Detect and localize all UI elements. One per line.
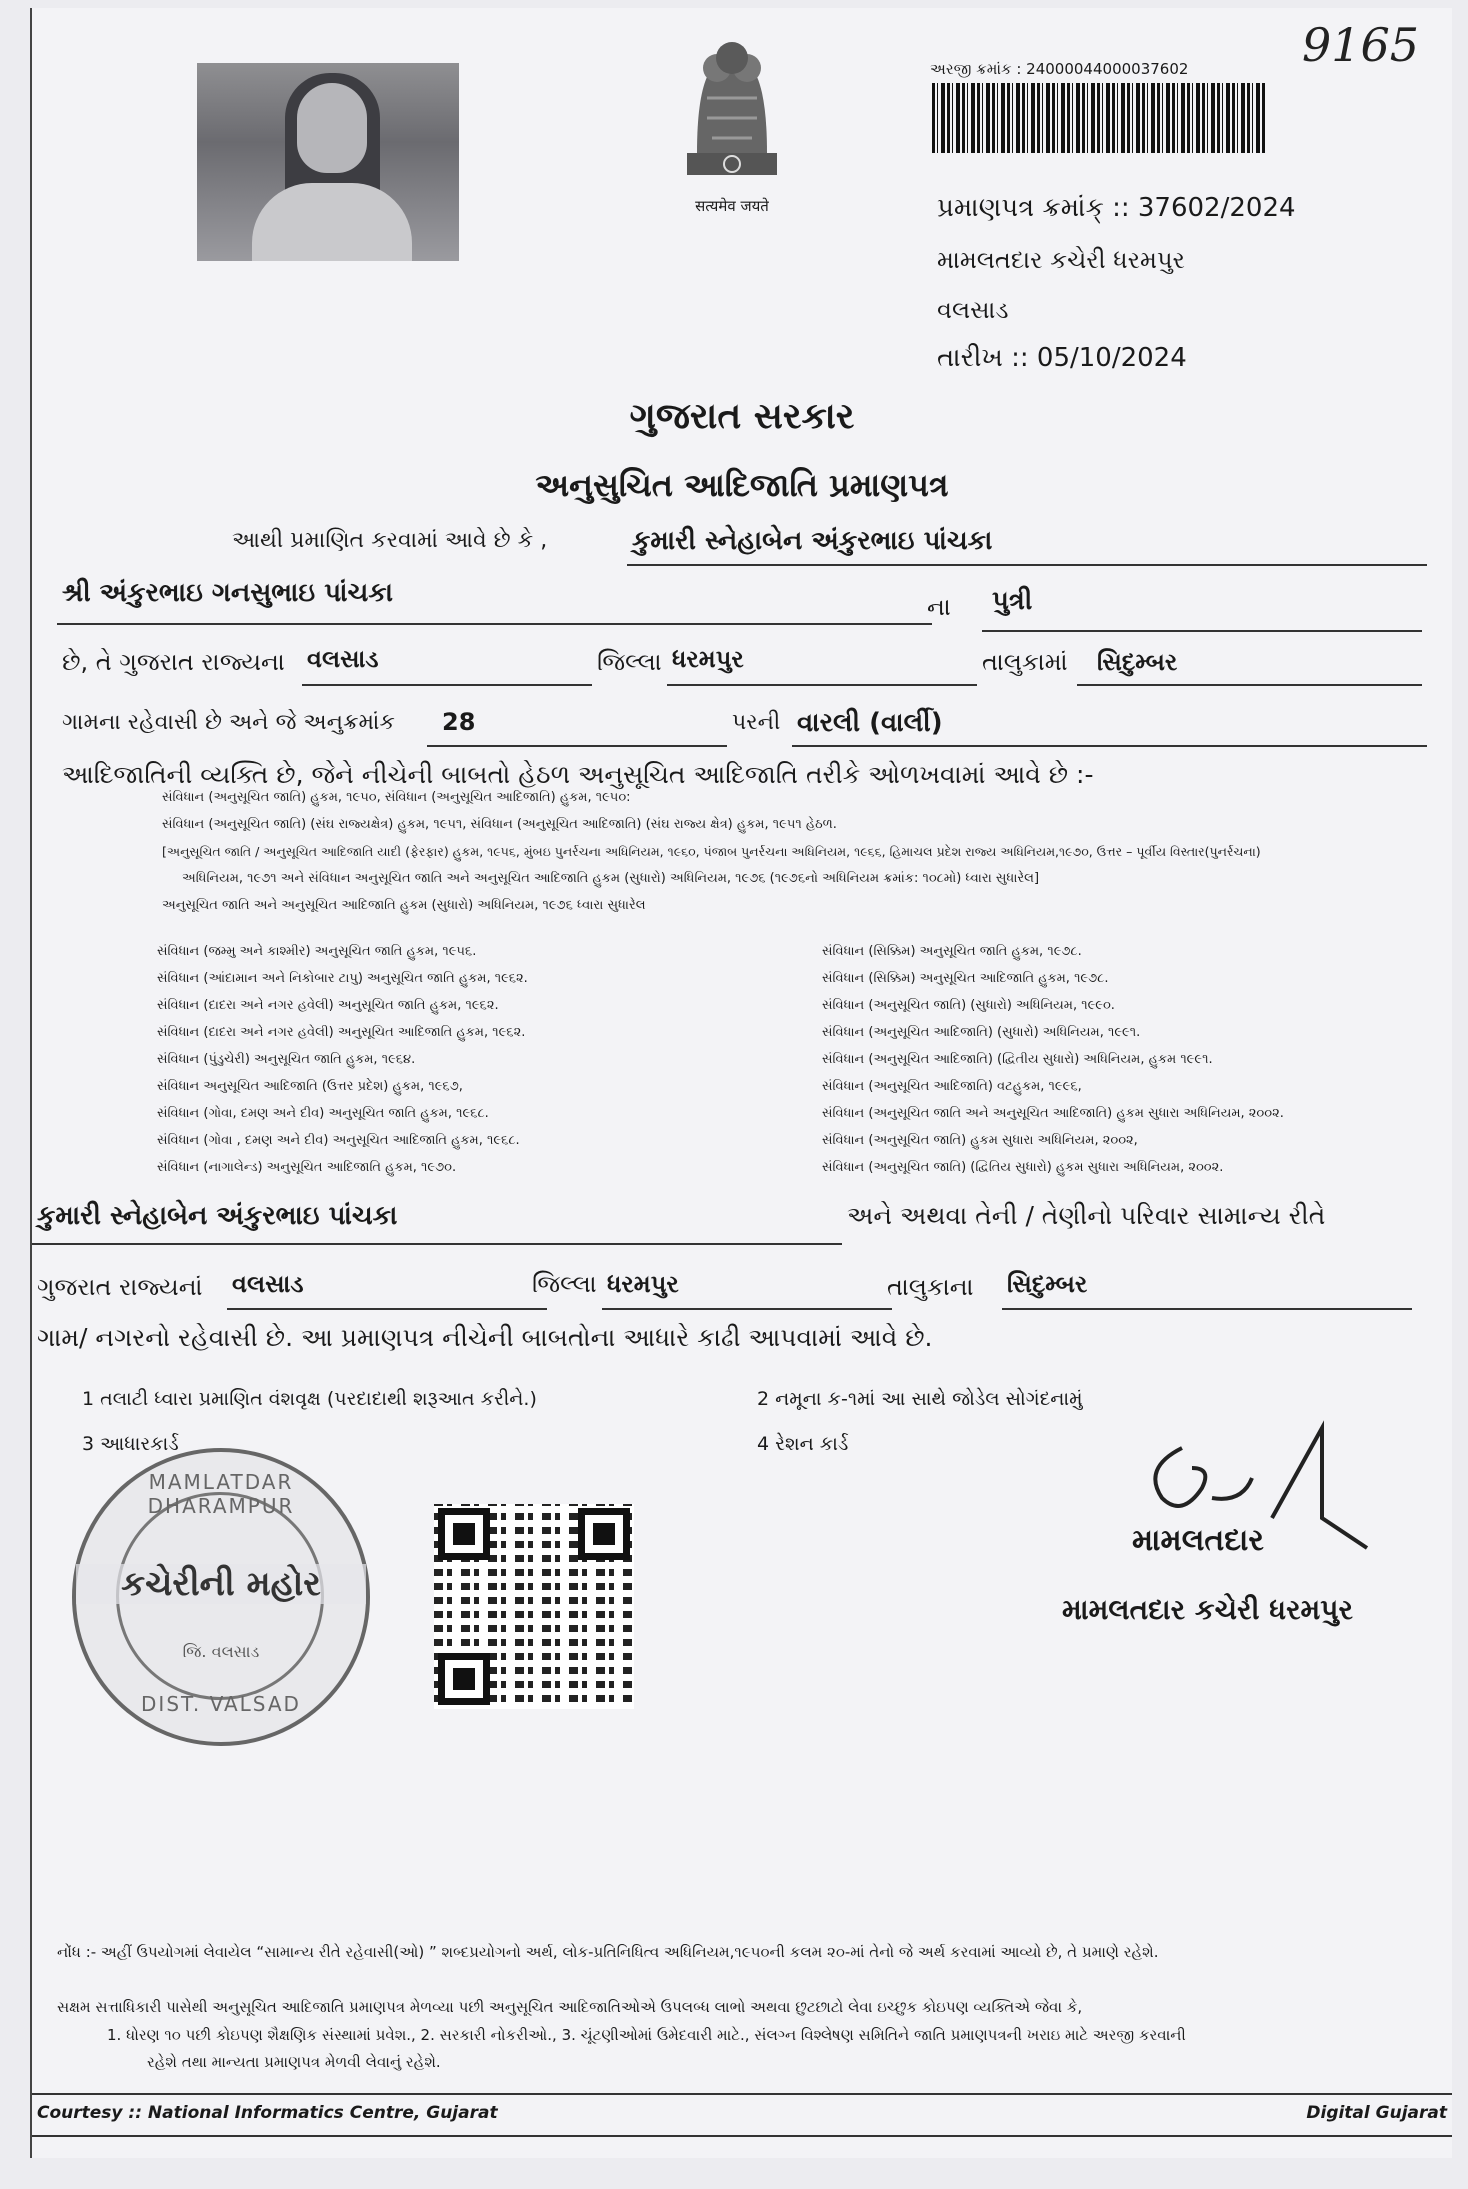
district-label: જિલ્લા <box>597 648 662 676</box>
note-residency: નોંધ :- અહીં ઉપયોગમાં લેવાયેલ “સામાન્ય રીતે રહેવાસી(ઓ) ” શબ્દપ્રયોગનો અર્થ, લોક-પ્રતિનિધિત્વ અધિનિયમ,૧૯૫૦ની કલમ ૨૦-માં તેનો જે અર્થ કરવામાં આવ્યો છે, તે પ્રમાણે રહેશે. <box>57 1943 1159 1961</box>
document-item: 3 આધારકાર્ડ <box>82 1433 179 1455</box>
state-text: છે, તે ગુજરાત રાજ્યના <box>62 648 285 676</box>
orders-intro <box>162 784 1432 919</box>
order-item: સંવિધાન (અનુસૂચિત જાતિ) (સુધારો) અધિનિયમ, ૧૯૯૦. <box>822 998 1115 1013</box>
verification-qr-code[interactable] <box>434 1504 634 1709</box>
orders-intro-line: સંવિધાન (અનુસૂચિત જાતિ) હુકમ, ૧૯૫૦, સંવિધાન (અનુસૂચિત આદિજાતિ) હુકમ, ૧૯૫૦: <box>162 790 631 805</box>
order-item: સંવિધાન (અનુસૂચિત જાતિ) (દ્વિતિય સુધારો) હુકમ સુધારા અધિનિયમ, ૨૦૦૨. <box>822 1160 1224 1175</box>
serial-number: 28 <box>442 708 476 736</box>
order-item: સંવિધાન (આંદામાન અને નિકોબાર ટાપુ) અનુસૂચિત જાતિ હુકમ, ૧૯૬૨. <box>157 971 528 986</box>
issuing-district: વલસાડ <box>937 296 1009 324</box>
orders-right-column <box>822 938 1442 1181</box>
serial-underline <box>427 745 727 747</box>
document-item: 1 તલાટી ધ્વારા પ્રમાણિત વંશવૃક્ષ (પરદાદાથી શરૂઆત કરીને.) <box>82 1388 537 1410</box>
government-title: ગુજરાત સરકાર <box>629 396 855 437</box>
orders-intro-line: [અનુસૂચિત જાતિ / અનુસૂચિત આદિજાતિ યાદી (ફેરફાર) હુકમ, ૧૯૫૬, મુંબઇ પુનર્રચના અધિનિયમ, ૧૯૬૦, પંજાબ પુનર્રચના અધિનિયમ, ૧૯૬૬, હિમાચલ પ્રદેશ રાજ્ય અધિનિયમ,૧૯૭૦, ઉત્તર – પૂર્વીય વિસ્તાર(પુનર્રચના) <box>162 844 1261 859</box>
order-item: સંવિધાન (અનુસૂચિત જાતિ અને અનુસૂચિત આદિજાતિ) હુકમ સુધારા અધિનિયમ, ૨૦૦૨. <box>822 1106 1284 1121</box>
note-purposes: 1. ધોરણ ૧૦ પછી કોઇપણ શૈક્ષણિક સંસ્થામાં પ્રવેશ., 2. સરકારી નોકરીઓ., 3. ચૂંટણીઓમાં ઉમેદવારી માટે., સંલગ્ન વિશ્લેષણ સમિતિને જાતિ પ્રમાણપત્રની ખરાઇ માટે અરજી કરવાની <box>107 2026 1186 2044</box>
orders-left-column <box>157 938 717 1181</box>
certify-text: આથી પ્રમાણિત કરવામાં આવે છે કે , <box>232 528 548 553</box>
basis-text: ગામ/ નગરનો રહેવાસી છે. આ પ્રમાણપત્ર નીચેની બાબતોના આધારે કાઢી આપવામાં આવે છે. <box>37 1323 933 1352</box>
orders-intro-line: અધિનિયમ, ૧૯૭૧ અને સંવિધાન અનુસૂચિત જાતિ અને અનુસૂચિત આદિજાતિ હુકમ (સુધારો) અધિનિયમ, ૧૯૭૬ (૧૯૭૬નો અધિનિયમ ક્રમાંક: ૧૦૮મો) ધ્વારા સુધારેલ] <box>182 871 1040 886</box>
signatory-office: મામલતદાર કચેરી ધરમપુર <box>1062 1593 1353 1626</box>
order-item: સંવિધાન (ગોવા, દમણ અને દીવ) અનુસૂચિત જાતિ હુકમ, ૧૯૬૮. <box>157 1106 489 1121</box>
signatory-designation: મામલતદાર <box>1132 1523 1264 1558</box>
seal-ring-text: MAMLATDAR DHARAMPUR <box>147 1470 295 1518</box>
seal-sub-text: જિ. વલસાડ <box>182 1642 260 1661</box>
family-taluka-label: તાલુકાના <box>887 1273 974 1301</box>
note-verification: સક્ષમ સત્તાધિકારી પાસેથી અનુસૂચિત આદિજાતિ પ્રમાણપત્ર મેળવ્યા પછી અનુસૂચિત આદિજાતિઓએ ઉપલબ્ધ લાભો અથવા છુટછાટો લેવા ઇચ્છુક કોઇપણ વ્યક્તિએ જેવા કે, <box>57 1998 1083 2016</box>
person-name: કુમારી સ્નેહાબેન અંકુરભાઇ પાંચકા <box>632 526 993 556</box>
relation: પુત્રી <box>992 586 1033 616</box>
footer-courtesy: Courtesy :: National Informatics Centre, Gujarat <box>37 2103 498 2123</box>
family-village-underline <box>1002 1308 1412 1310</box>
order-item: સંવિધાન (ગોવા , દમણ અને દીવ) અનુસૂચિત આદિજાતિ હુકમ, ૧૯૬૮. <box>157 1133 520 1148</box>
seal-bottom-text: DIST. VALSAD <box>141 1692 301 1716</box>
order-item: સંવિધાન (દાદરા અને નગર હવેલી) અનુસૂચિત આદિજાતિ હુકમ, ૧૯૬૨. <box>157 1025 526 1040</box>
seal-center-text: કચેરીની મહોર <box>76 1564 366 1604</box>
certificate-number: પ્રમાણપત્ર ક્રમાંક્ :: 37602/2024 <box>937 193 1296 223</box>
national-emblem <box>657 28 807 218</box>
certificate-title: અનુસુચિત આદિજાતિ પ્રમાણપત્ર <box>535 466 949 504</box>
family-text: અને અથવા તેની / તેણીનો પરિવાર સામાન્ય રીતે <box>847 1201 1326 1230</box>
handwritten-number: 9165 <box>1302 18 1420 72</box>
applicant-photo <box>197 63 459 261</box>
order-item: સંવિધાન (પુંડુચેરી) અનુસૂચિત જાતિ હુકમ, ૧૯૬૪. <box>157 1052 416 1067</box>
orders-intro-line: સંવિધાન (અનુસૂચિત જાતિ) (સંઘ રાજ્યક્ષેત્ર) હુકમ, ૧૯૫૧, સંવિધાન (અનુસૂચિત આદિજાતિ) (સંઘ રાજ્ય ક્ષેત્ર) હુકમ, ૧૯૫૧ હેઠળ. <box>162 817 837 832</box>
orders-intro-line: અનુસૂચિત જાતિ અને અનુસૂચિત આદિજાતિ હુકમ (સુધારો) અધિનિયમ, ૧૯૭૬ ધ્વારા સુધારેલ <box>162 898 646 913</box>
family-district-value: વલસાડ <box>232 1270 304 1298</box>
tribe-text: આદિજાતિની વ્યક્તિ છે, જેને નીચેની બાબતો હેઠળ અનુસૂચિત આદિજાતિ તરીકે ઓળખવામાં આવે છે :- <box>62 760 1094 789</box>
taluka-underline <box>667 684 977 686</box>
tribe-name: વારલી (વાર્લી) <box>797 708 943 738</box>
order-item: સંવિધાન (દાદરા અને નગર હવેલી) અનુસૂચિત જાતિ હુકમ, ૧૯૬૨. <box>157 998 499 1013</box>
family-name-underline <box>32 1243 842 1245</box>
village-value: સિદુમ્બર <box>1097 648 1178 676</box>
order-item: સંવિધાન (અનુસૂચિત આદિજાતિ) (દ્વિતીય સુધારો) અધિનિયમ, હુકમ ૧૯૯૧. <box>822 1052 1213 1067</box>
order-item: સંવિધાન (નાગાલેન્ડ) અનુસૂચિત આદિજાતિ હુકમ, ૧૯૭૦. <box>157 1160 457 1175</box>
family-taluka-value: ધરમપુર <box>607 1270 679 1298</box>
family-name: કુમારી સ્નેહાબેન અંકુરભાઇ પાંચકા <box>37 1201 398 1231</box>
office-seal <box>72 1448 370 1746</box>
taluka-label: તાલુકામાં <box>982 648 1068 676</box>
serial-suffix: પરની <box>732 710 781 735</box>
order-item: સંવિધાન (અનુસૂચિત આદિજાતિ) (સુધારો) અધિનિયમ, ૧૯૯૧. <box>822 1025 1141 1040</box>
issuing-office: મામલતદાર કચેરી ધરમપુર <box>937 246 1185 274</box>
parent-name: શ્રી અંકુરભાઇ ગનસુભાઇ પાંચકા <box>62 578 393 608</box>
order-item: સંવિધાન (અનુસૂચિત આદિજાતિ) વટહુકમ, ૧૯૯૬, <box>822 1079 1082 1094</box>
emblem-motto: सत्यमेव जयते <box>695 197 769 215</box>
issue-date: તારીખ :: 05/10/2024 <box>937 343 1187 373</box>
order-item: સંવિધાન (અનુસૂચિત જાતિ) હુકમ સુધારા અધિનિયમ, ૨૦૦૨, <box>822 1133 1138 1148</box>
document-item: 2 નમૂના ક-૧માં આ સાથે જોડેલ સોગંદનામું <box>757 1388 1083 1410</box>
village-text: ગામના રહેવાસી છે અને જે અનુક્રમાંક <box>62 710 395 735</box>
relation-underline <box>982 630 1422 632</box>
family-district-underline <box>227 1308 547 1310</box>
village-underline <box>1077 684 1422 686</box>
application-barcode <box>932 83 1267 153</box>
family-district-label: જિલ્લા <box>532 1270 597 1298</box>
order-item: સંવિધાન અનુસૂચિત આદિજાતિ (ઉત્તર પ્રદેશ) હુકમ, ૧૯૬૭, <box>157 1079 463 1094</box>
tribe-underline <box>792 745 1427 747</box>
district-value: વલસાડ <box>307 645 379 673</box>
certificate-page <box>30 8 1452 2158</box>
family-village-value: સિદુમ્બર <box>1007 1270 1088 1298</box>
district-underline <box>302 684 592 686</box>
footer-bar <box>32 2093 1452 2137</box>
order-item: સંવિધાન (જમ્મુ અને કાશ્મીર) અનુસૂચિત જાતિ હુકમ, ૧૯૫૬. <box>157 944 477 959</box>
relation-prefix: ના <box>927 593 951 621</box>
taluka-value: ધરમપુર <box>672 645 744 673</box>
note-validity: રહેશે તથા માન્યતા પ્રમાણપત્ર મેળવી લેવાનું રહેશે. <box>147 2053 441 2071</box>
parent-name-underline <box>57 623 932 625</box>
family-state-text: ગુજરાત રાજ્યનાં <box>37 1273 203 1301</box>
family-taluka-underline <box>602 1308 892 1310</box>
order-item: સંવિધાન (સિક્કિમ) અનુસૂચિત જાતિ હુકમ, ૧૯૭૮. <box>822 944 1082 959</box>
order-item: સંવિધાન (સિક્કિમ) અનુસૂચિત આદિજાતિ હુકમ, ૧૯૭૮. <box>822 971 1109 986</box>
document-item: 4 રેશન કાર્ડ <box>757 1433 849 1455</box>
person-name-underline <box>627 564 1427 566</box>
application-number: અરજી ક્રમાંક : 24000044000037602 <box>930 60 1189 78</box>
footer-brand: Digital Gujarat <box>1306 2103 1447 2123</box>
